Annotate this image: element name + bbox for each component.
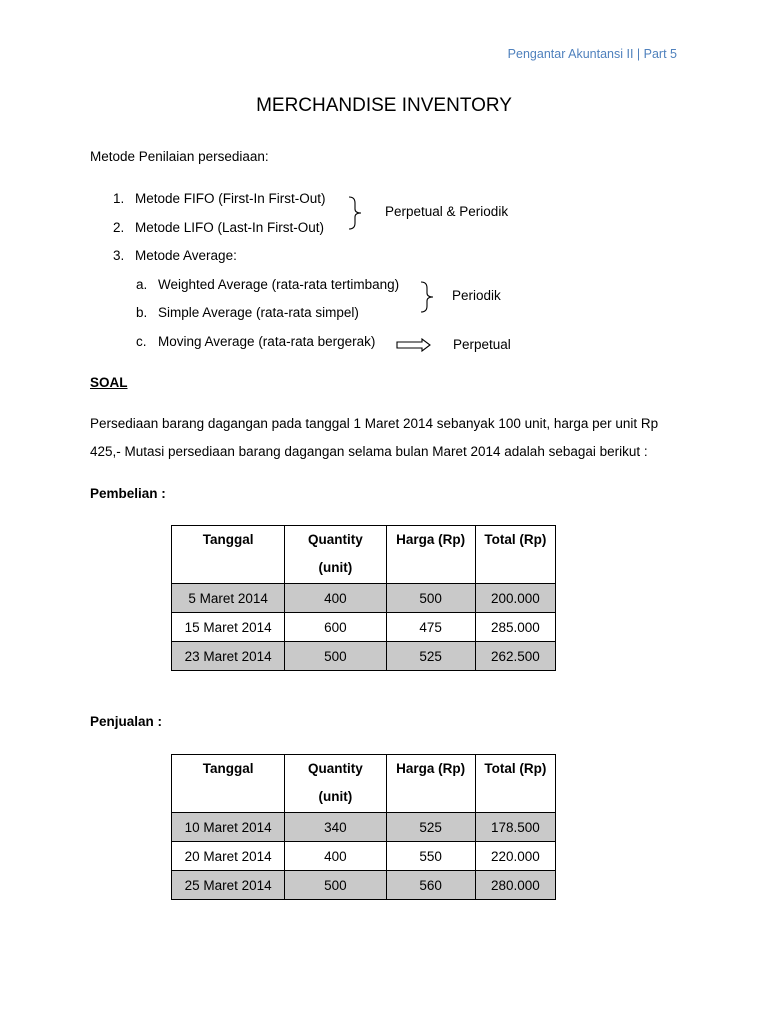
penjualan-heading: Penjualan : [90,714,163,729]
group-label-periodik: Periodik [452,288,501,303]
sub-list-letter: a. [136,277,148,292]
table-cell: 500 [386,584,475,613]
table-header-row [172,755,556,813]
column-header: Tanggal [172,526,285,584]
table-cell: 560 [386,871,475,900]
header-title: Pengantar Akuntansi II | Part 5 [507,47,677,61]
sub-list-item: Moving Average (rata-rata bergerak) [158,334,376,349]
table-cell: 262.500 [475,642,555,671]
header-line: Quantity [308,532,363,547]
paragraph-line: Persediaan barang dagangan pada tanggal 1 Maret 2014 sebanyak 100 unit, harga per unit Rp [90,416,659,431]
table-cell: 600 [285,613,386,642]
header-line: (unit) [318,560,353,575]
paragraph-line: 425,- Mutasi persediaan barang dagangan selama bulan Maret 2014 adalah sebagai berikut : [90,444,648,459]
moving-average-label: Perpetual [453,337,511,352]
column-header: Total (Rp) [475,526,555,584]
right-brace-icon [418,281,436,313]
penjualan-table [171,754,556,900]
table-cell: 280.000 [475,871,555,900]
sub-list-item: Weighted Average (rata-rata tertimbang) [158,277,400,292]
table-row [172,842,556,871]
table-cell: 178.500 [475,813,555,842]
table-cell: 20 Maret 2014 [172,842,285,871]
table-cell: 340 [285,813,386,842]
table-row [172,813,556,842]
header-line: Quantity [308,761,363,776]
table-cell: 525 [386,642,475,671]
sub-list-letter: b. [136,305,148,320]
table-cell: 10 Maret 2014 [172,813,285,842]
column-header: Harga (Rp) [386,755,475,813]
table-cell: 550 [386,842,475,871]
table-cell: 5 Maret 2014 [172,584,285,613]
column-header [285,526,386,584]
table-cell: 285.000 [475,613,555,642]
table-cell: 525 [386,813,475,842]
column-header: Total (Rp) [475,755,555,813]
list-item: Metode Average: [135,248,237,263]
list-item-number: 2. [113,220,125,235]
page-title: MERCHANDISE INVENTORY [256,95,512,116]
soal-heading: SOAL [90,375,128,390]
table-cell: 400 [285,584,386,613]
header-line: (unit) [318,789,353,804]
table-cell: 200.000 [475,584,555,613]
table-row [172,584,556,613]
table-cell: 220.000 [475,842,555,871]
group-label-perpetual-periodik: Perpetual & Periodik [385,204,509,219]
table-cell: 400 [285,842,386,871]
double-arrow-icon [396,338,432,352]
list-item: Metode FIFO (First-In First-Out) [135,191,326,206]
column-header [285,755,386,813]
table-cell: 475 [386,613,475,642]
table-cell: 500 [285,871,386,900]
table-row [172,642,556,671]
pembelian-heading: Pembelian : [90,486,166,501]
sub-list-letter: c. [136,334,147,349]
table-header-row [172,526,556,584]
pembelian-table [171,525,556,671]
right-brace-icon [346,196,364,230]
list-item-number: 1. [113,191,125,206]
sub-list-item: Simple Average (rata-rata simpel) [158,305,359,320]
column-header: Harga (Rp) [386,526,475,584]
list-item-number: 3. [113,248,125,263]
table-cell: 23 Maret 2014 [172,642,285,671]
list-item: Metode LIFO (Last-In First-Out) [135,220,325,235]
table-cell: 15 Maret 2014 [172,613,285,642]
column-header: Tanggal [172,755,285,813]
table-row [172,871,556,900]
table-cell: 500 [285,642,386,671]
table-row [172,613,556,642]
table-cell: 25 Maret 2014 [172,871,285,900]
methods-intro: Metode Penilaian persediaan: [90,149,269,164]
